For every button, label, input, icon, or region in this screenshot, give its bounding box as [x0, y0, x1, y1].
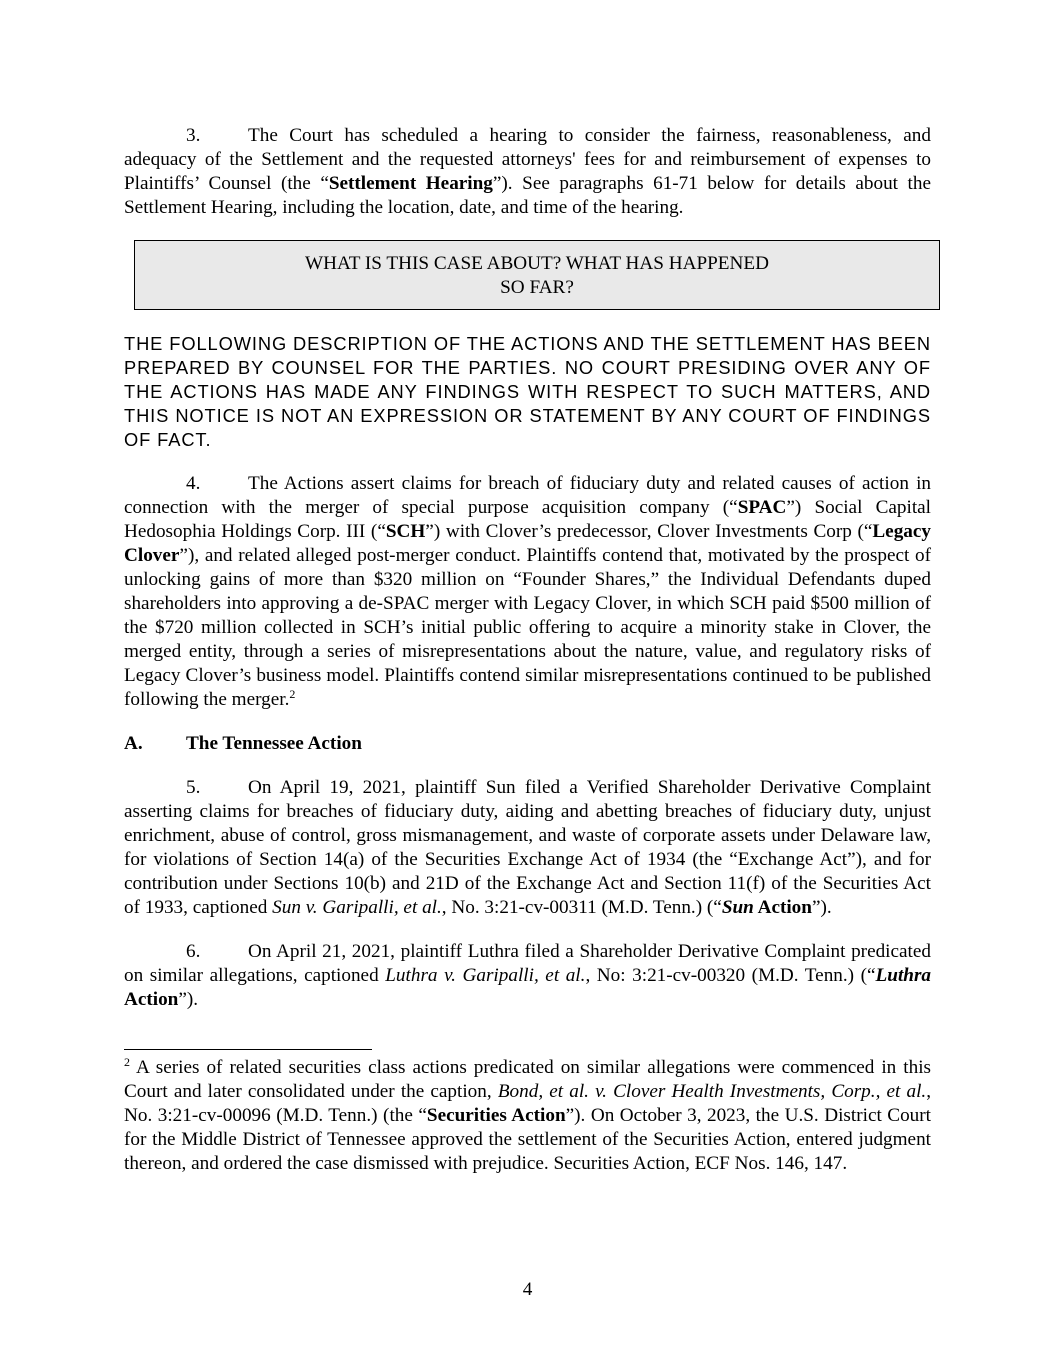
defined-term: Sun Action — [721, 897, 812, 918]
defined-term: SCH — [385, 521, 426, 542]
disclaimer: THE FOLLOWING DESCRIPTION OF THE ACTIONS AND THE SETTLEMENT HAS BEEN PREPARED BY COUNSEL FOR THE PARTIES. NO COURT PRESIDING OVER ANY OF THE ACTIONS HAS MADE ANY FINDINGS WITH RESPECT TO SUCH MATTERS, AND THIS NOTICE IS NOT AN EXPRESSION OR STATEMENT BY ANY COURT OF FINDINGS OF FACT. — [124, 333, 931, 450]
case-caption: Luthra v. Garipalli, et al. — [385, 965, 586, 986]
defined-term: Legacy Clover — [124, 521, 931, 566]
case-caption: Bond, et al. v. Clover Health Investments, Corp., et al. — [497, 1081, 927, 1102]
heading-title: The Tennessee Action — [186, 733, 362, 754]
paragraph-6: 6. On April 21, 2021, plaintiff Luthra filed a Shareholder Derivative Complaint predicated on similar allegations, captioned Luthra v. Garipalli, et al., No: 3:21-cv-00320 (M.D. Tenn.) (“Luthra Action”). — [124, 941, 932, 1010]
paragraph-4: 4. The Actions assert claims for breach of fiduciary duty and related causes of action in connection with the merger of special purpose acquisition company (“SPAC”) Social Capital Hedosophia Holdings Corp. III (“SCH”) with Clover’s predecessor, Clover Investments Corp (“Legacy Clover”), and related alleged post-merger conduct. Plaintiffs contend that, motivated by the prospect of unlocking gains of more than $320 million on “Founder Shares,” the Individual Defendants duped shareholders into approving a de-SPAC merger with Legacy Clover, in which SCH paid $500 million of the $720 million collected in SCH’s initial public offering to acquire a minority stake in Clover, the merged entity, through a series of misrepresentations about the nature, value, and regulatory risks of Legacy Clover’s business model. Plaintiffs contend similar misrepresentations continued to be published following the merger.$^2$ — [124, 473, 931, 710]
defined-term: Luthra Action — [124, 965, 932, 1010]
footnote-2: $^2$ A series of related securities class actions predicated on similar allegations were commenced in this Court and later consolidated under the caption, Bond, et al. v. Clover Health Investments, Corp., et al., No. 3:21-cv-00096 (M.D. Tenn.) (the “Securities Action”). On October 3, 2023, the U.S. District Court for the Middle District of Tennessee approved the settlement of the Securities Action, entered judgment thereon, and ordered the case dismissed with prejudice. Securities Action, ECF Nos. 146, 147. — [124, 1055, 931, 1174]
footnote-divider — [124, 1049, 372, 1050]
case-caption: Sun v. Garipalli, et al. — [272, 897, 442, 918]
footnote-marker: 2 — [124, 1055, 130, 1069]
section-heading-line-2: SO FAR? — [500, 277, 574, 298]
paragraph-5: 5. On April 19, 2021, plaintiff Sun filed a Verified Shareholder Derivative Complaint asserting claims for breaches of fiduciary duty, aiding and abetting breaches of fiduciary duty, unjust enrichment, abuse of control, gross mismanagement, and waste of corporate assets under Delaware law, for violations of Section 14(a) of the Securities Exchange Act of 1934 (the “Exchange Act”), and for contribution under Sections 10(b) and 21D of the Exchange Act and Section 11(f) of the Securities Act of 1933, captioned Sun v. Garipalli, et al., No. 3:21-cv-00311 (M.D. Tenn.) (“Sun Action”). — [124, 777, 931, 918]
document-page — [124, 124, 931, 1176]
section-heading-line-1: WHAT IS THIS CASE ABOUT? WHAT HAS HAPPENED — [305, 253, 769, 274]
footnote-reference[interactable]: 2 — [289, 687, 296, 701]
defined-term: Settlement Hearing — [328, 173, 493, 194]
defined-term: Securities Action — [426, 1105, 566, 1126]
paragraph-3: 3. The Court has scheduled a hearing to consider the fairness, reasonableness, and adequacy of the Settlement and the requested attorneys' fees for and reimbursement of expenses to Plaintiffs’ Counsel (the “Settlement Hearing”). See paragraphs 61-71 below for details about the Settlement Hearing, including the location, date, and time of the hearing. — [124, 125, 931, 218]
paragraph-number: 3. — [186, 125, 201, 146]
paragraph-number: 5. — [186, 777, 201, 798]
defined-term: SPAC — [737, 497, 787, 518]
section-heading-box — [134, 240, 940, 310]
paragraph-number: 6. — [186, 941, 201, 962]
paragraph-number: 4. — [186, 473, 201, 494]
section-heading-a — [124, 732, 931, 756]
heading-letter: A. — [124, 733, 143, 754]
page-number: 4 — [522, 1279, 533, 1300]
